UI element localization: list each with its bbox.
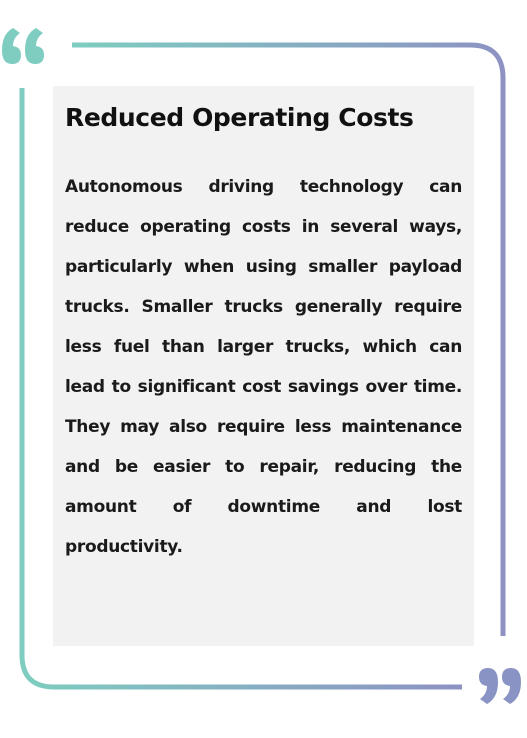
quote-body: Autonomous driving technology can reduce operating costs in several ways, particularly when using smaller payload trucks. Smaller trucks generally require less fuel than larger trucks, which can lead to significant cost savings over time. They may also require less maintenance and be easier to repair, reducing the amount of downtime and lost productivity. (65, 177, 462, 557)
open-quote-icon (2, 28, 44, 64)
close-quote-icon (479, 668, 521, 704)
quote-title: Reduced Operating Costs (65, 103, 414, 132)
